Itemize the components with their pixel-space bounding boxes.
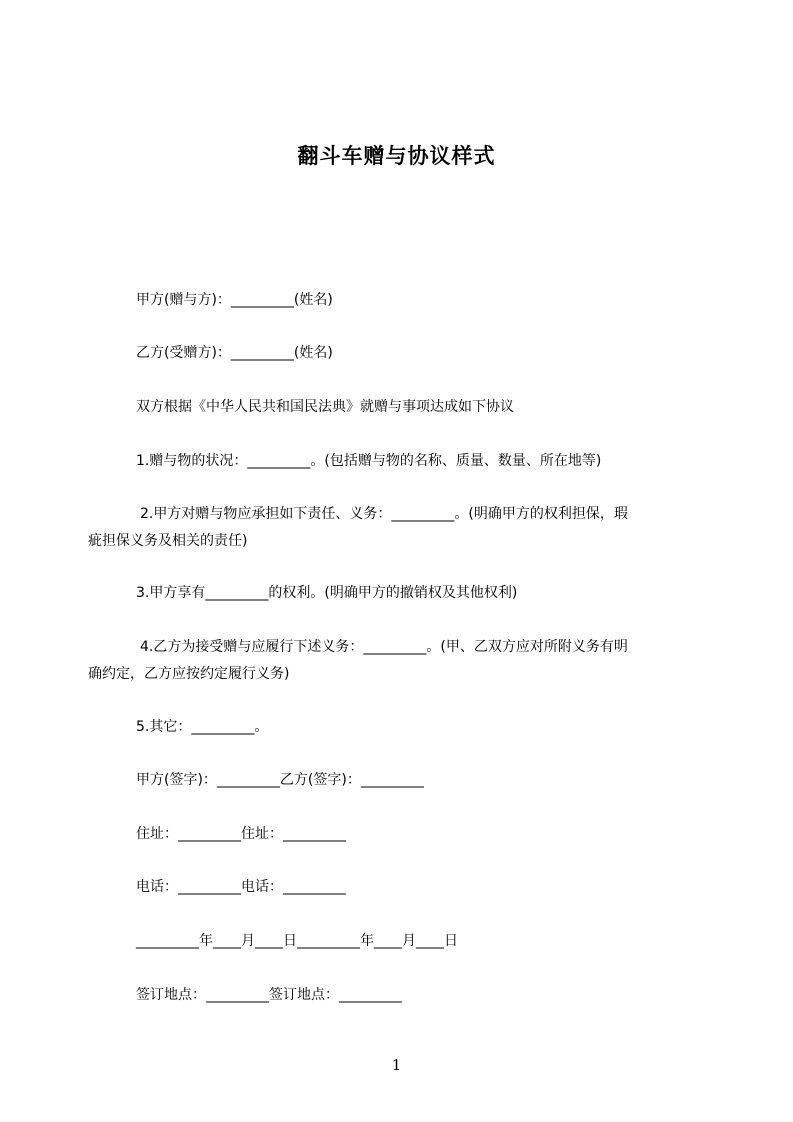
party-a-line: 甲方(赠与方)：_________(姓名) [136,292,333,308]
clause-4-line-2: 确约定，乙方应按约定履行义务) [88,666,290,682]
phone-line: 电话：_________电话：_________ [136,879,346,895]
clause-4-line-1: 4.乙方为接受赠与应履行下述义务：_________。(甲、乙双方应对所附义务有明 [140,639,628,655]
document-title: 翻斗车赠与协议样式 [297,144,496,168]
signature-line: 甲方(签字)：_________乙方(签字)：_________ [136,772,424,788]
clause-3: 3.甲方享有_________的权利。(明确甲方的撤销权及其他权利) [136,585,518,601]
address-line: 住址：_________住址：_________ [136,826,346,842]
clause-1: 1.赠与物的状况：_________。(包括赠与物的名称、质量、数量、所在地等) [136,453,602,469]
clause-2-line-2: 疵担保义务及相关的责任) [88,533,248,549]
page-number: 1 [391,1056,402,1074]
clause-2-line-1: 2.甲方对赠与物应承担如下责任、义务：_________。(明确甲方的权利担保，瑕 [140,506,628,522]
sign-place-line: 签订地点：_________签订地点：_________ [136,987,402,1003]
party-b-line: 乙方(受赠方)：_________(姓名) [136,345,333,361]
date-line: _________年____月____日_________年____月____日 [136,933,458,949]
clause-5: 5.其它：_________。 [136,719,269,735]
intro-line: 双方根据《中华人民共和国民法典》就赠与事项达成如下协议 [136,399,514,415]
